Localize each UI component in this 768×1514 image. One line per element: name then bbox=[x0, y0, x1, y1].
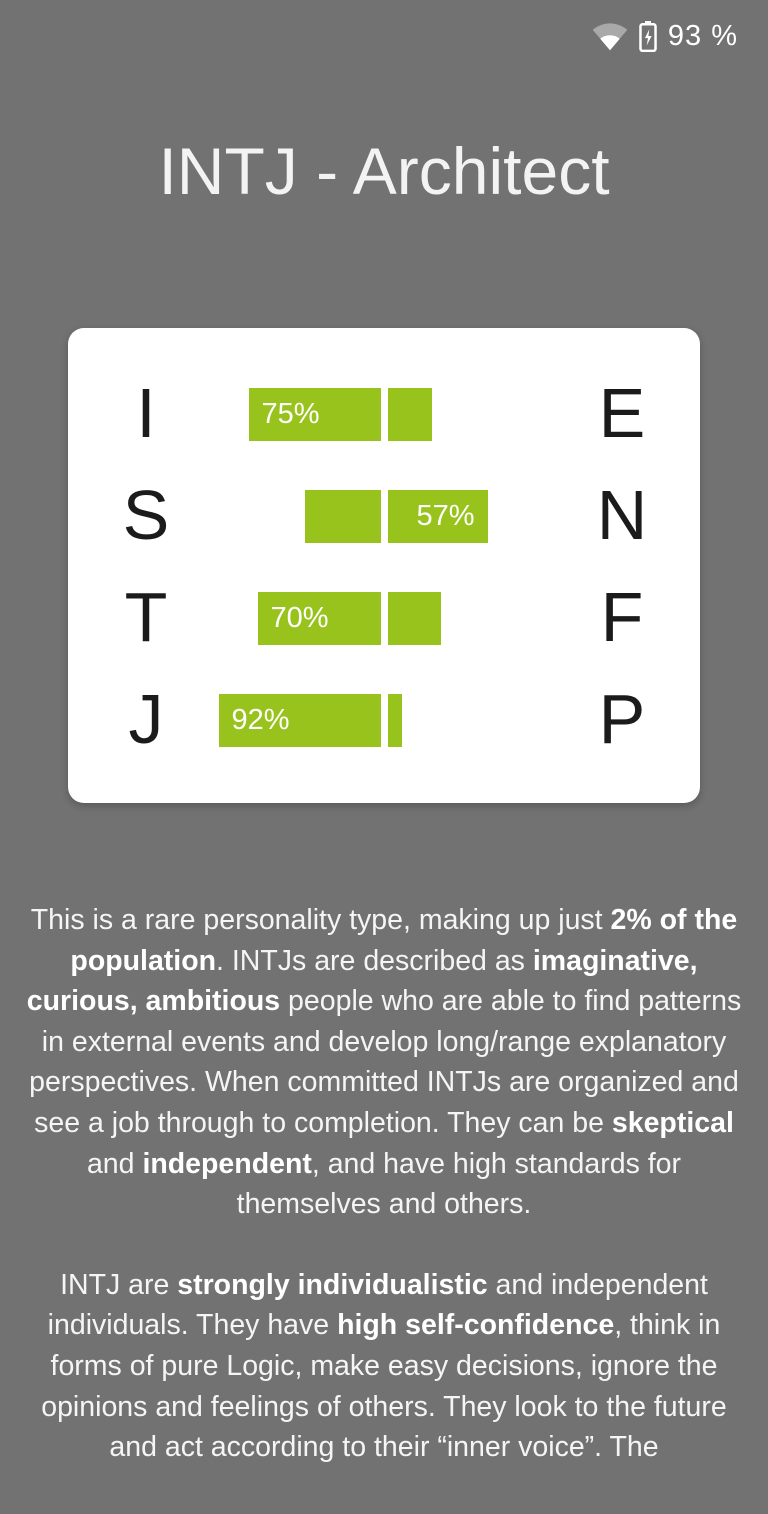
bar-right-segment bbox=[388, 388, 432, 441]
trait-row bbox=[68, 577, 700, 656]
bar-left-segment bbox=[258, 592, 381, 645]
bar-left-segment bbox=[305, 490, 381, 543]
trait-letter-right: E bbox=[598, 373, 646, 452]
trait-letter-left: J bbox=[128, 679, 164, 758]
wifi-icon bbox=[592, 21, 628, 51]
description-paragraph: This is a rare personality type, making up just 2% of the population. INTJs are described as imaginative, curious, ambitious people who are able to find patterns in external events and develop long/range explanatory perspectives. When committed INTJs are organized and see a job through to completion. They can be skeptical and independent, and have high standards for themselves and others. bbox=[26, 904, 742, 1221]
description bbox=[16, 900, 752, 1468]
bar-left-segment bbox=[249, 388, 381, 441]
trait-letter-right: P bbox=[598, 679, 646, 758]
bar-value-label: 70% bbox=[270, 602, 329, 634]
trait-row bbox=[68, 475, 700, 554]
bar-right-segment bbox=[388, 592, 441, 645]
bar-right-segment bbox=[388, 490, 488, 543]
description-paragraph: INTJ are strongly individualistic and independent individuals. They have high self-confidence, think in forms of pure Logic, make easy decisions, ignore the opinions and feelings of others. They look to the future and act according to their “inner voice”. The bbox=[41, 1268, 727, 1464]
bar-value-label: 92% bbox=[231, 704, 290, 736]
battery-percentage: 93 % bbox=[667, 19, 738, 52]
bar-right-segment bbox=[388, 694, 402, 747]
status-bar bbox=[0, 0, 768, 62]
battery-charging-icon bbox=[639, 21, 657, 52]
trait-letter-left: T bbox=[124, 577, 168, 656]
results-card bbox=[68, 328, 700, 803]
bar-value-label: 57% bbox=[416, 500, 475, 532]
trait-letter-right: F bbox=[600, 577, 644, 656]
bar-value-label: 75% bbox=[261, 398, 320, 430]
trait-letter-left: S bbox=[122, 475, 170, 554]
trait-letter-left: I bbox=[136, 373, 156, 452]
trait-row bbox=[68, 373, 700, 452]
trait-letter-right: N bbox=[596, 475, 648, 554]
trait-row bbox=[68, 679, 700, 758]
bar-left-segment bbox=[219, 694, 381, 747]
page-title: INTJ - Architect bbox=[158, 134, 610, 208]
trait-bars bbox=[68, 373, 700, 758]
